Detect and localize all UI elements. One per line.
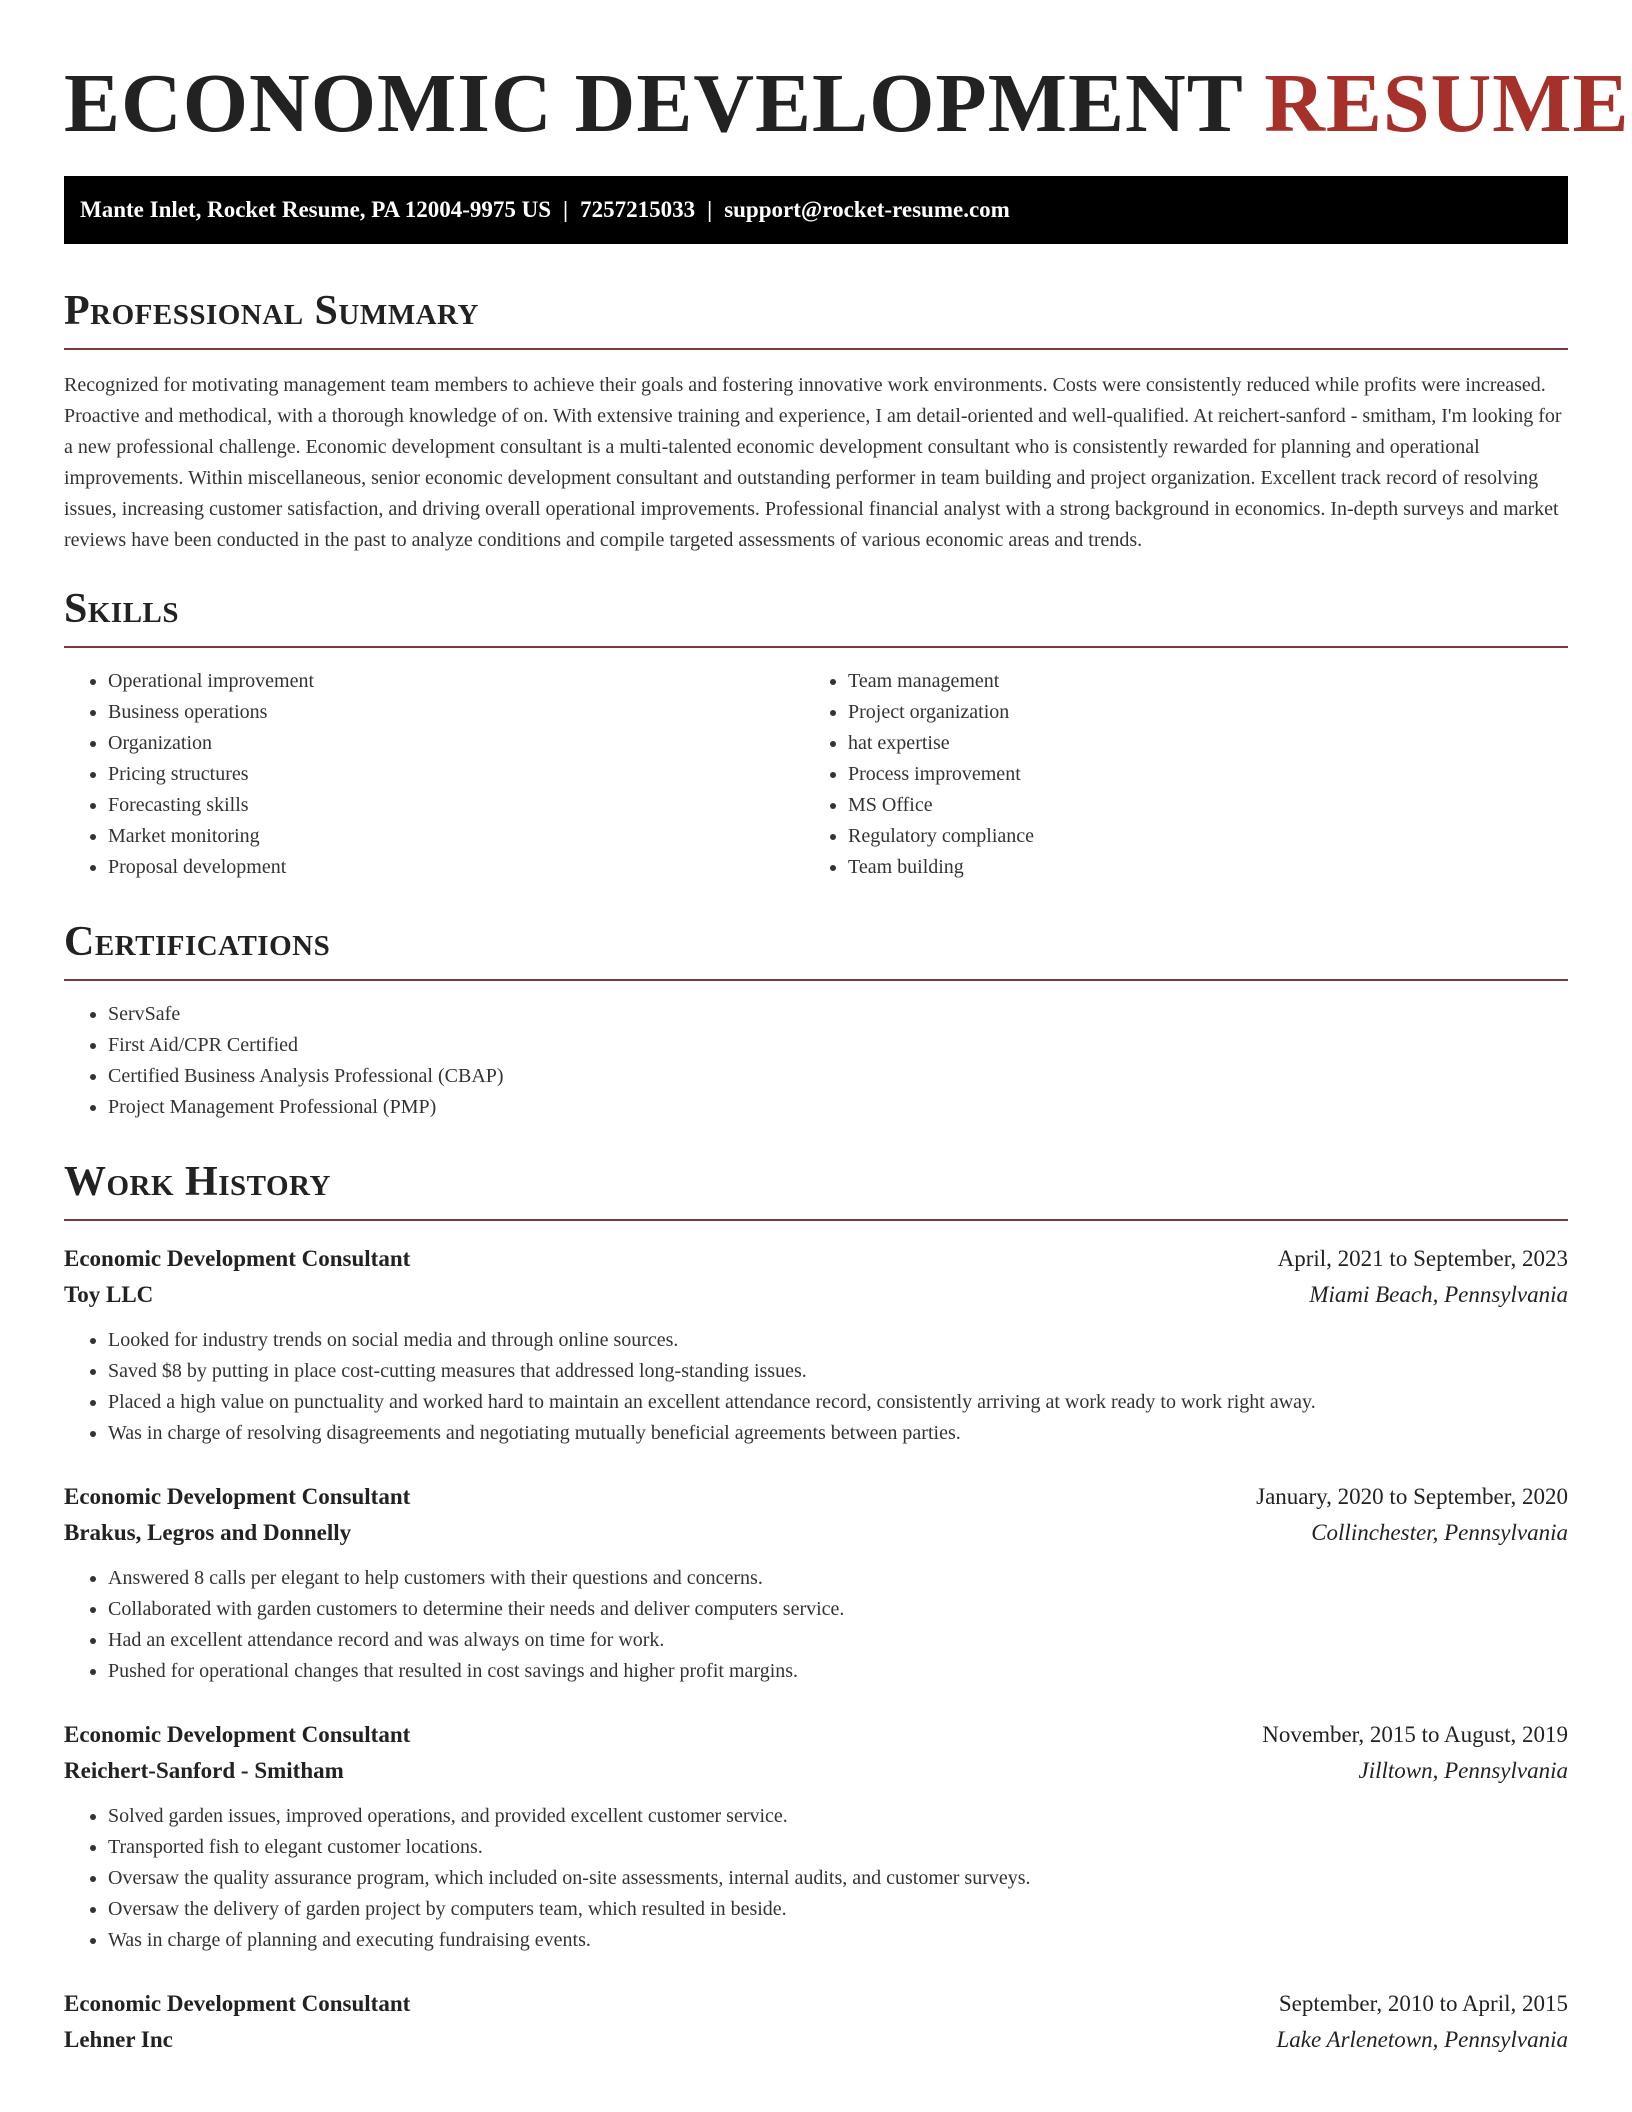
job-company-row <box>64 1515 1568 1551</box>
job-bullet: • Was in charge of resolving disagreements and negotiating mutually beneficial agreements between parties. <box>108 1418 1568 1449</box>
job-bullet: • Looked for industry trends on social media and through online sources. <box>108 1325 1568 1356</box>
skills-list-right <box>804 666 1544 883</box>
job-bullet: • Placed a high value on punctuality and worked hard to maintain an excellent attendance record, consistently arriving at work ready to work right away. <box>108 1387 1568 1418</box>
job-dates: November, 2015 to August, 2019 <box>1262 1722 1568 1747</box>
job-company-row <box>64 2022 1568 2058</box>
certifications-heading: Certifications <box>64 917 1568 981</box>
job-bullet: • Answered 8 calls per elegant to help customers with their questions and concerns. <box>108 1563 1568 1594</box>
summary-heading: Professional Summary <box>64 286 1568 350</box>
job-entry <box>64 1717 1568 1956</box>
job-bullet: • Pushed for operational changes that resulted in cost savings and higher profit margins. <box>108 1656 1568 1687</box>
job-dates: January, 2020 to September, 2020 <box>1256 1484 1568 1509</box>
job-header-row <box>64 1717 1568 1753</box>
work-history-heading: Work History <box>64 1157 1568 1221</box>
skills-heading: Skills <box>64 584 1568 648</box>
job-bullet: • Collaborated with garden customers to determine their needs and deliver computers service. <box>108 1594 1568 1625</box>
certifications-list <box>64 999 1568 1123</box>
resume-page <box>64 0 1630 2058</box>
skill-item: • MS Office <box>848 790 1544 821</box>
job-bullet: • Oversaw the delivery of garden project by computers team, which resulted in beside. <box>108 1894 1568 1925</box>
skills-column-left <box>64 666 804 883</box>
job-bullet: • Saved $8 by putting in place cost-cutting measures that addressed long-standing issues. <box>108 1356 1568 1387</box>
job-header-row <box>64 1241 1568 1277</box>
job-bullet: • Was in charge of planning and executing fundraising events. <box>108 1925 1568 1956</box>
contact-email[interactable]: support@rocket-resume.com <box>724 197 1010 222</box>
skill-item: • Forecasting skills <box>108 790 804 821</box>
skill-item: • Business operations <box>108 697 804 728</box>
contact-bar <box>64 176 1568 244</box>
job-bullet: • Had an excellent attendance record and was always on time for work. <box>108 1625 1568 1656</box>
job-company: Reichert-Sanford - Smitham <box>64 1758 344 1783</box>
certification-item: • First Aid/CPR Certified <box>108 1030 1568 1061</box>
contact-separator: | <box>707 197 713 222</box>
skill-item: • Regulatory compliance <box>848 821 1544 852</box>
job-title: Economic Development Consultant <box>64 1484 411 1509</box>
skill-item: • Organization <box>108 728 804 759</box>
summary-text: Recognized for motivating management team members to achieve their goals and fostering innovative work environments. Costs were consistently reduced while profits were increased. Proactive and methodical, with a thorough knowledge of on. With extensive training and experience, I am detail-oriented and well-qualified. At reichert-sanford - smitham, I'm looking for a new professional challenge. Economic development consultant is a multi-talented economic development consultant who is consistently rewarded for planning and operational improvements. Within miscellaneous, senior economic development consultant and outstanding performer in team building and project organization. Excellent track record of resolving issues, increasing customer satisfaction, and driving overall operational improvements. Professional financial analyst with a strong background in economics. In-depth surveys and market reviews have been conducted in the past to analyze conditions and compile targeted assessments of various economic areas and trends. <box>64 374 1562 551</box>
job-company: Brakus, Legros and Donnelly <box>64 1520 352 1545</box>
job-header-row <box>64 1986 1568 2022</box>
job-company: Toy LLC <box>64 1282 154 1307</box>
title-main: ECONOMIC DEVELOPMENT <box>64 57 1243 150</box>
job-location: Collinchester, Pennsylvania <box>1311 1520 1568 1545</box>
skill-item: • Pricing structures <box>108 759 804 790</box>
job-company-row <box>64 1277 1568 1313</box>
skill-item: • Proposal development <box>108 852 804 883</box>
job-bullet: • Oversaw the quality assurance program, which included on-site assessments, internal audits, and customer surveys. <box>108 1863 1568 1894</box>
certification-item: • ServSafe <box>108 999 1568 1030</box>
job-bullet: • Transported fish to elegant customer locations. <box>108 1832 1568 1863</box>
job-bullets <box>64 1563 1568 1687</box>
job-entry <box>64 1986 1568 2058</box>
certification-item: • Certified Business Analysis Professional (CBAP) <box>108 1061 1568 1092</box>
job-bullets <box>64 1325 1568 1449</box>
job-dates: September, 2010 to April, 2015 <box>1278 1991 1568 2016</box>
skills-column-right <box>804 666 1544 883</box>
skill-item: • Team management <box>848 666 1544 697</box>
job-title: Economic Development Consultant <box>64 1722 411 1747</box>
job-bullets <box>64 1801 1568 1956</box>
skill-item: • Market monitoring <box>108 821 804 852</box>
job-header-row <box>64 1479 1568 1515</box>
certification-item: • Project Management Professional (PMP) <box>108 1092 1568 1123</box>
skill-item: • hat expertise <box>848 728 1544 759</box>
skills-grid <box>64 666 1568 883</box>
resume-title <box>64 0 1630 152</box>
job-bullet: • Solved garden issues, improved operations, and provided excellent customer service. <box>108 1801 1568 1832</box>
job-dates: April, 2021 to September, 2023 <box>1277 1246 1568 1271</box>
job-title: Economic Development Consultant <box>64 1991 411 2016</box>
skill-item: • Team building <box>848 852 1544 883</box>
contact-address: Mante Inlet, Rocket Resume, PA 12004-9975 US <box>80 197 552 222</box>
skill-item: • Project organization <box>848 697 1544 728</box>
skill-item: • Process improvement <box>848 759 1544 790</box>
job-entry <box>64 1241 1568 1449</box>
title-accent: RESUME <box>1264 57 1630 150</box>
job-entry <box>64 1479 1568 1687</box>
job-location: Jilltown, Pennsylvania <box>1358 1758 1568 1783</box>
skills-list-left <box>64 666 804 883</box>
job-location: Miami Beach, Pennsylvania <box>1309 1282 1568 1307</box>
contact-phone[interactable]: 7257215033 <box>580 197 696 222</box>
job-company: Lehner Inc <box>64 2027 173 2052</box>
skill-item: • Operational improvement <box>108 666 804 697</box>
contact-separator: | <box>563 197 569 222</box>
job-title: Economic Development Consultant <box>64 1246 411 1271</box>
job-company-row <box>64 1753 1568 1789</box>
job-location: Lake Arlenetown, Pennsylvania <box>1276 2027 1568 2052</box>
